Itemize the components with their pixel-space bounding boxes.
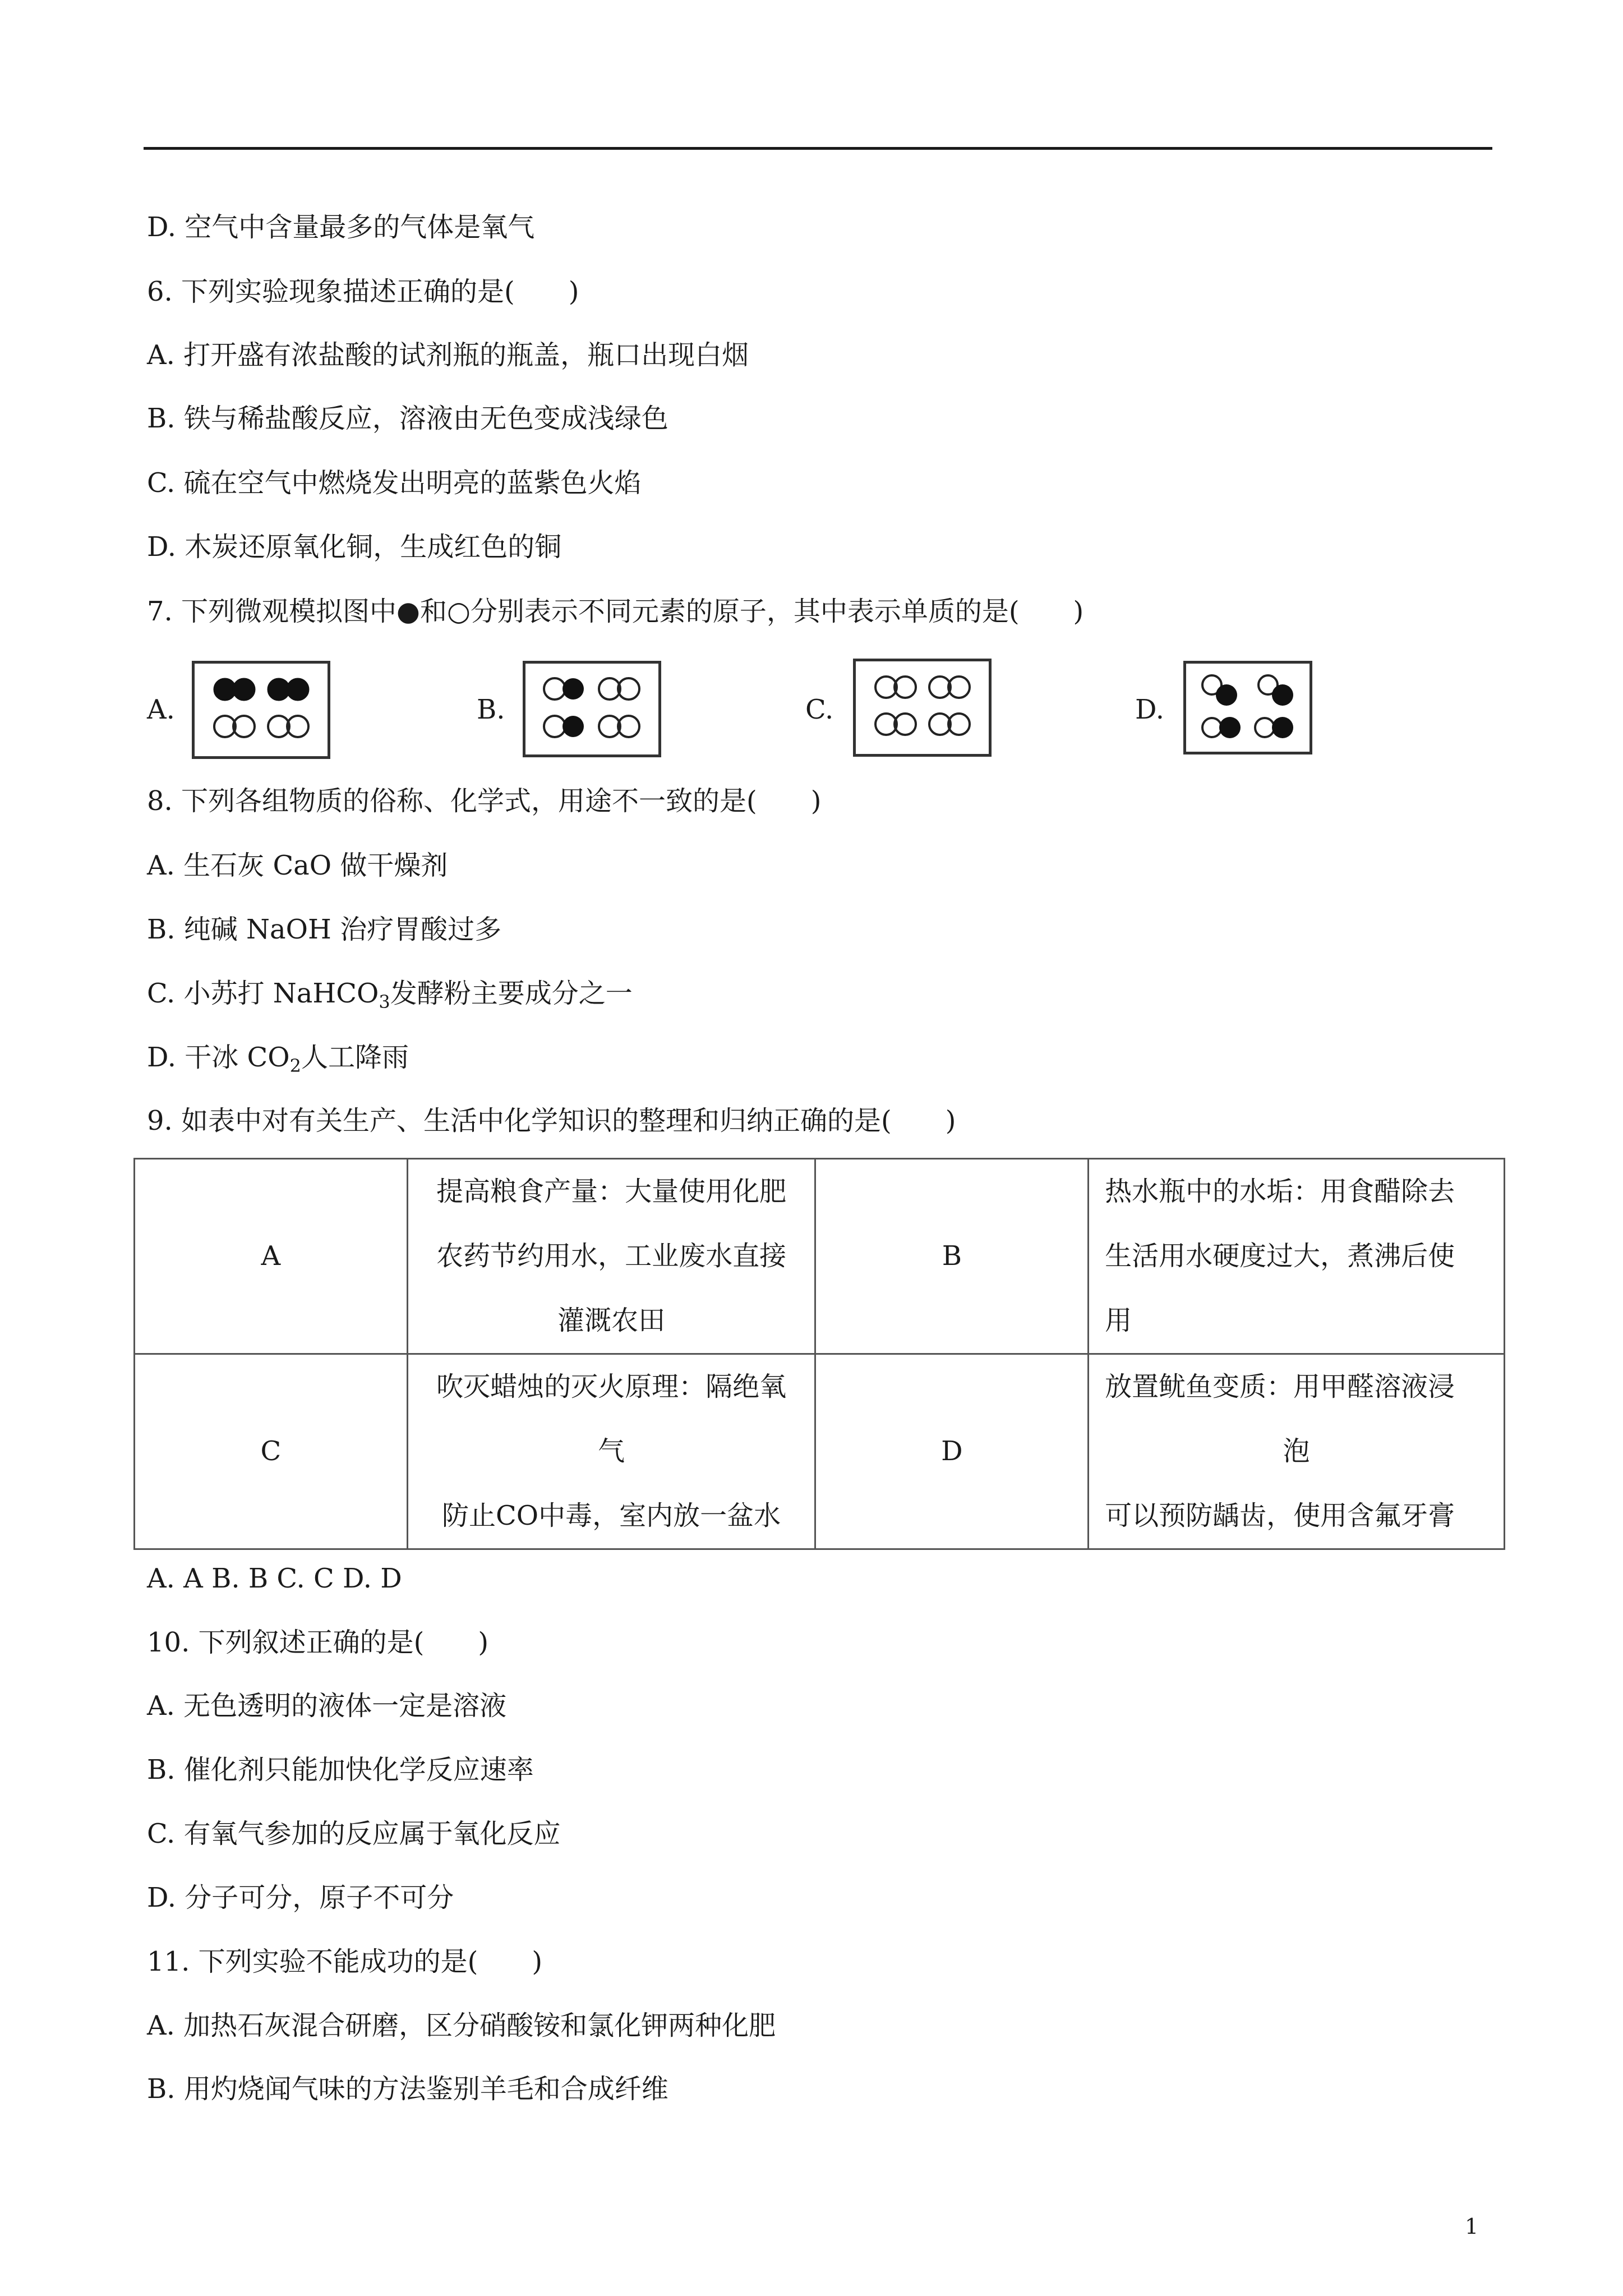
table-content-d [1089,1354,1505,1549]
table-b-line-3: 用 [1105,1305,1132,1336]
knowledge-table [133,1158,1505,1550]
table-c-line-2: 气 [598,1435,625,1467]
table-key-d: D [815,1354,1089,1549]
q8-option-d-pre: D. 干冰 CO [147,1042,290,1073]
q8-option-d [147,1041,409,1083]
page-number: 1 [1465,2214,1479,2239]
table-content-a [407,1159,815,1354]
q6-option-a: A. 打开盛有浓盐酸的试剂瓶的瓶盖，瓶口出现白烟 [147,339,749,371]
table-content-b [1089,1159,1505,1354]
table-d-line-2: 泡 [1283,1435,1310,1467]
table-key-b: B [815,1159,1089,1354]
q11-option-a: A. 加热石灰混合研磨，区分硝酸铵和氯化钾两种化肥 [147,2010,776,2041]
table-d-line-1: 放置鱿鱼变质：用甲醛溶液浸 [1105,1371,1455,1402]
table-d-line-3: 可以预防龋齿，使用含氟牙膏 [1105,1500,1455,1531]
q8-option-c [147,977,633,1019]
q7-diagram-a [192,661,330,759]
table-key-a: A [135,1159,408,1354]
q8-option-b: B. 纯碱 NaOH 治疗胃酸过多 [147,914,502,945]
q8-stem: 8. 下列各组物质的俗称、化学式，用途不一致的是( ) [147,785,822,817]
q5-option-d: D. 空气中含量最多的气体是氧气 [147,211,535,243]
table-a-line-1: 提高粮食产量：大量使用化肥 [436,1176,787,1207]
q8-option-a: A. 生石灰 CaO 做干燥剂 [147,850,448,881]
q7-diagram-c [853,659,992,757]
q7-label-b: B. [477,694,505,725]
q7-label-d: D. [1135,694,1165,725]
q10-option-c: C. 有氧气参加的反应属于氧化反应 [147,1818,561,1849]
q7-diagram-b [523,661,661,757]
q6-option-c: C. 硫在空气中燃烧发出明亮的蓝紫色火焰 [147,467,642,499]
table-c-line-3: 防止CO中毒，室内放一盆水 [442,1500,781,1531]
q8-option-d-subscript: 2 [289,1055,301,1076]
q9-stem: 9. 如表中对有关生产、生活中化学知识的整理和归纳正确的是( ) [147,1105,956,1137]
q8-option-c-post: 发酵粉主要成分之一 [390,978,633,1009]
q6-stem: 6. 下列实验现象描述正确的是( ) [147,276,579,307]
q8-option-c-subscript: 3 [379,991,390,1013]
table-c-line-1: 吹灭蜡烛的灭火原理：隔绝氧 [436,1371,787,1402]
table-b-line-1: 热水瓶中的水垢：用食醋除去 [1105,1176,1455,1207]
q10-stem: 10. 下列叙述正确的是( ) [147,1627,489,1658]
q7-diagram-d [1183,661,1312,754]
q10-option-b: B. 催化剂只能加快化学反应速率 [147,1754,534,1786]
q9-answer-options: A. A B. B C. C D. D [147,1563,402,1594]
table-key-c: C [135,1354,408,1549]
table-a-line-3: 灌溉农田 [557,1305,666,1336]
table-row [135,1354,1505,1549]
q10-option-a: A. 无色透明的液体一定是溶液 [147,1690,507,1722]
q6-option-d: D. 木炭还原氧化铜，生成红色的铜 [147,531,562,563]
q8-option-d-post: 人工降雨 [301,1042,409,1073]
q7-stem: 7. 下列微观模拟图中●和○分别表示不同元素的原子，其中表示单质的是( ) [147,596,1084,627]
q6-option-b: B. 铁与稀盐酸反应，溶液由无色变成浅绿色 [147,403,668,434]
q11-stem: 11. 下列实验不能成功的是( ) [147,1946,543,1977]
q7-label-c: C. [805,694,834,725]
q7-label-a: A. [147,694,175,725]
q10-option-d: D. 分子可分，原子不可分 [147,1882,454,1913]
table-b-line-2: 生活用水硬度过大，煮沸后使 [1105,1240,1455,1272]
header-rule [144,147,1492,150]
table-a-line-2: 农药节约用水，工业废水直接 [436,1240,787,1272]
table-content-c [407,1354,815,1549]
q11-option-b: B. 用灼烧闻气味的方法鉴别羊毛和合成纤维 [147,2073,668,2105]
q8-option-c-pre: C. 小苏打 NaHCO [147,978,379,1009]
table-row [135,1159,1505,1354]
